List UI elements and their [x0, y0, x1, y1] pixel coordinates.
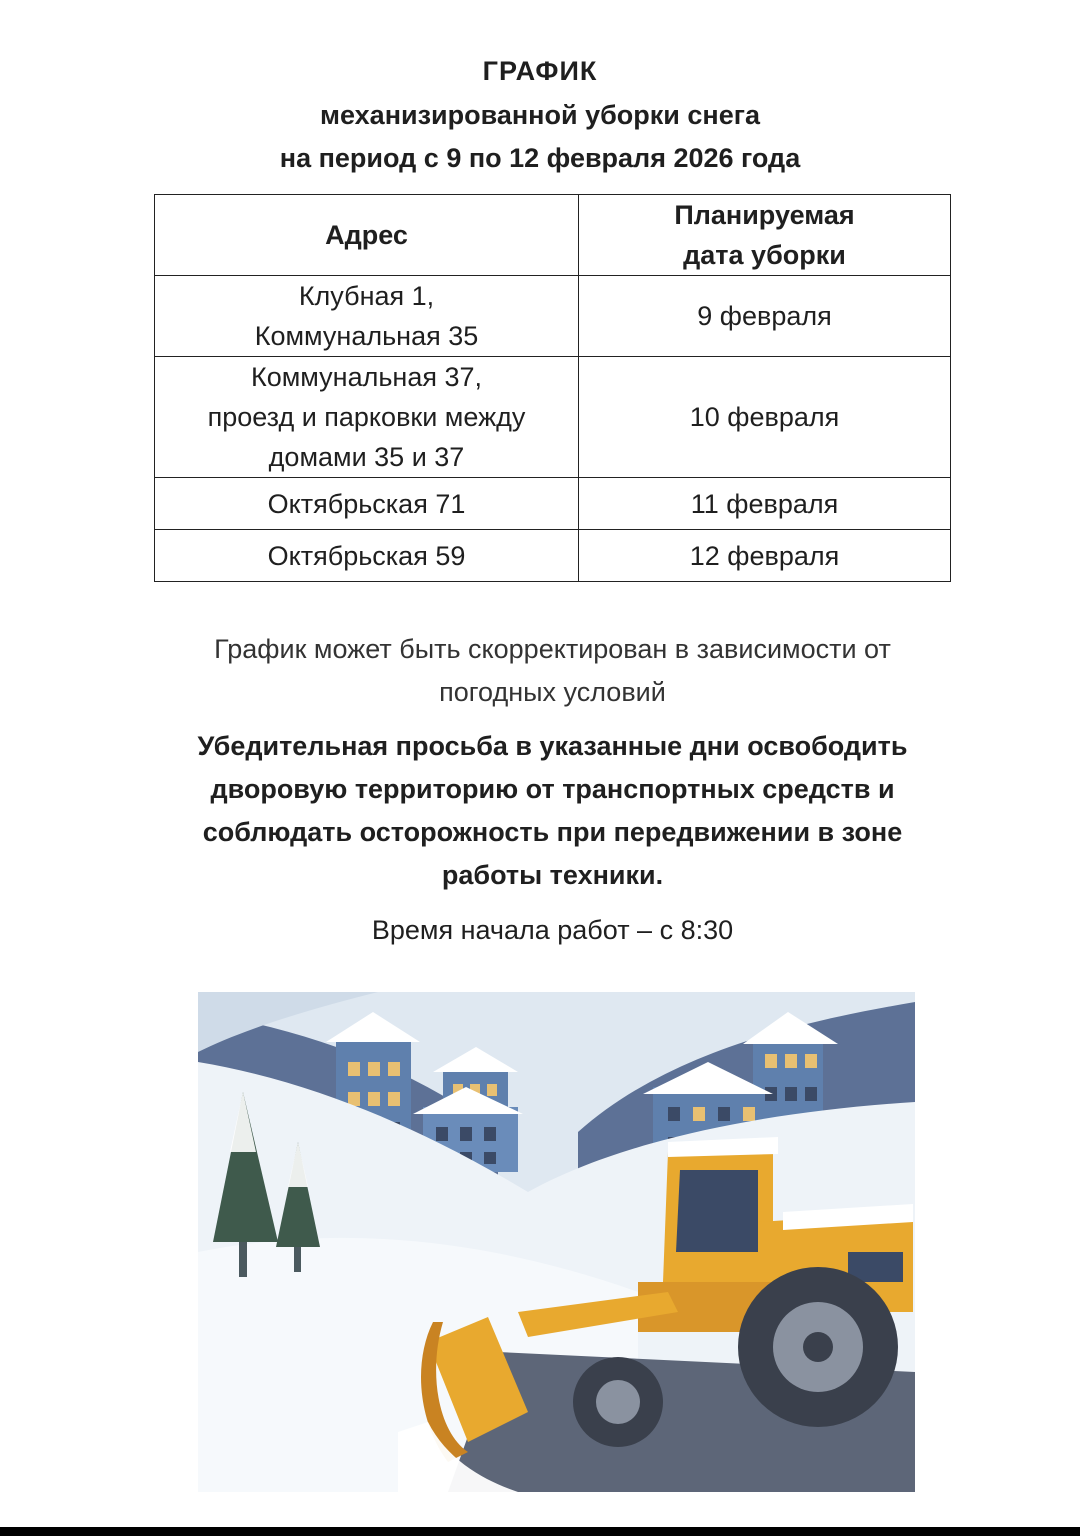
- date-cell: 9 февраля: [579, 276, 951, 357]
- column-header-date: [579, 195, 951, 276]
- start-time-note: Время начала работ – с 8:30: [371, 915, 734, 945]
- address-cell: Октябрьская 59: [155, 530, 579, 582]
- address-line: Клубная 1,: [298, 281, 435, 311]
- address-cell: Октябрьская 71: [155, 478, 579, 530]
- request-note: [150, 725, 955, 897]
- weather-note: [150, 628, 955, 714]
- request-note-line: соблюдать осторожность при передвижении в зоне: [202, 817, 903, 847]
- column-header-address: Адрес: [155, 195, 579, 276]
- request-note-line: работы техники.: [441, 860, 664, 890]
- schedule-table: [154, 194, 951, 582]
- address-line: Коммунальная 35: [254, 321, 479, 351]
- table-row: [155, 530, 951, 582]
- address-line: Коммунальная 37,: [250, 362, 482, 392]
- weather-note-line: погодных условий: [439, 677, 666, 707]
- title-heading: ГРАФИК: [482, 56, 598, 86]
- address-cell: [155, 276, 579, 357]
- request-note-line: Убедительная просьба в указанные дни освободить: [197, 731, 908, 761]
- request-note-line: дворовую территорию от транспортных средств и: [210, 774, 895, 804]
- address-cell: [155, 357, 579, 478]
- date-cell: 11 февраля: [579, 478, 951, 530]
- table-row: [155, 357, 951, 478]
- date-cell: 10 февраля: [579, 357, 951, 478]
- date-cell: 12 февраля: [579, 530, 951, 582]
- column-header-date-line1: Планируемая: [674, 200, 855, 230]
- title-subheading: механизированной уборки снега: [320, 100, 760, 130]
- weather-note-line: График может быть скорректирован в зависимости от: [214, 634, 891, 664]
- bottom-edge-bar: [0, 1527, 1080, 1536]
- column-header-date-line2: дата уборки: [683, 240, 846, 270]
- table-row: [155, 276, 951, 357]
- snow-plow-illustration: [198, 992, 915, 1492]
- title-period: на период с 9 по 12 февраля 2026 года: [279, 143, 801, 173]
- address-line: домами 35 и 37: [268, 442, 465, 472]
- address-line: проезд и парковки между: [207, 402, 526, 432]
- table-row: [155, 478, 951, 530]
- table-header-row: [155, 195, 951, 276]
